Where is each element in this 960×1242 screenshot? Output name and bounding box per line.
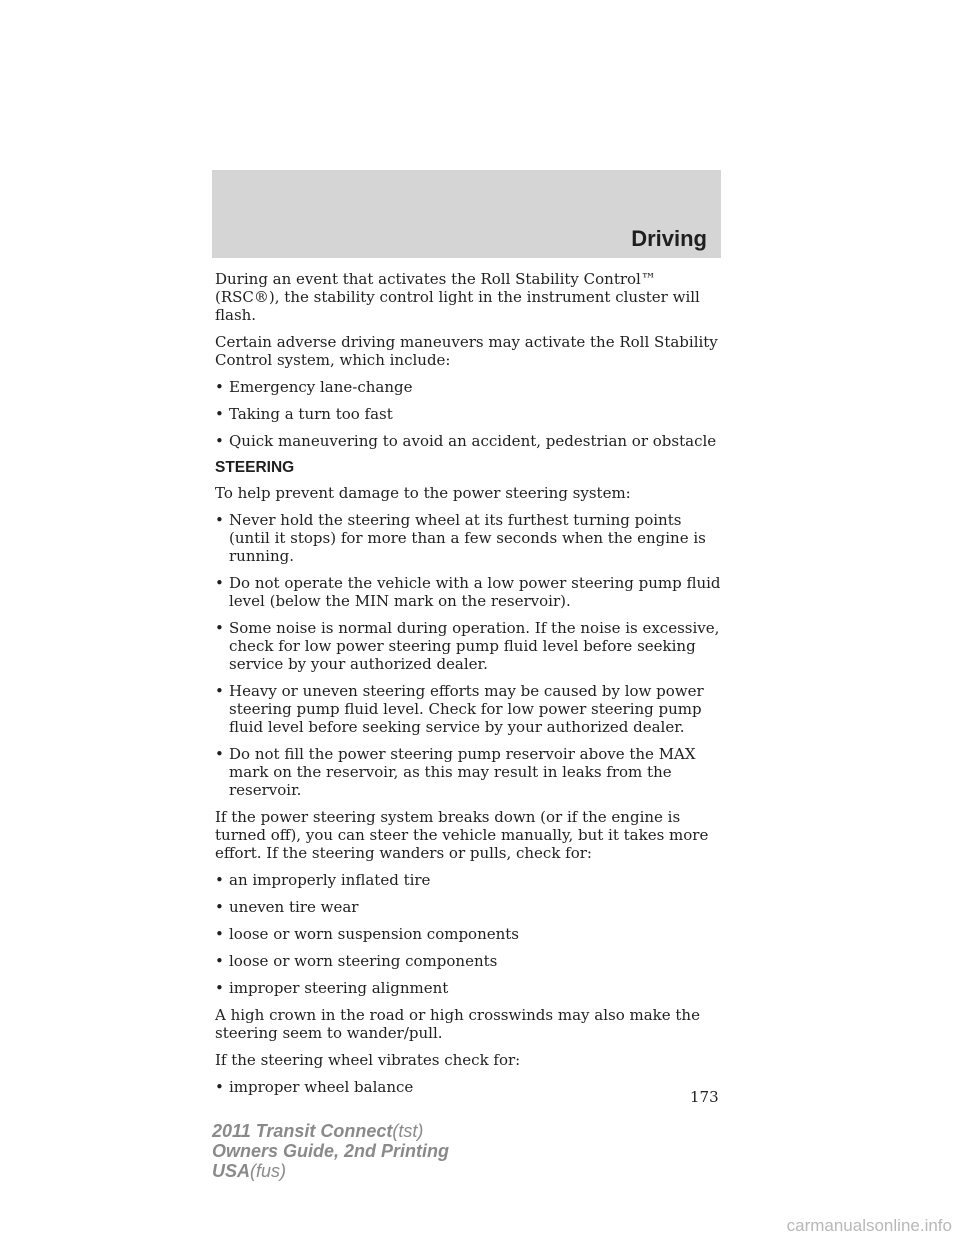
list-item: • improper wheel balance — [215, 1078, 414, 1096]
bullet-icon: • — [215, 871, 224, 889]
footer-market: USA — [212, 1161, 251, 1181]
list-item: • loose or worn steering components — [215, 952, 498, 970]
intro-paragraph: During an event that activates the Roll Stability Control™ (RSC®), the stability control light in the instrument cluster will flash. — [215, 270, 700, 324]
list-item: • Taking a turn too fast — [215, 405, 393, 423]
bullet-icon: • — [215, 682, 224, 700]
list-item: • Do not fill the power steering pump reservoir above the MAX mark on the reservoir, as this may result in leaks from the reservoir. — [215, 745, 696, 799]
steering-intro: To help prevent damage to the power steering system: — [215, 484, 631, 502]
section-header-band — [212, 170, 721, 258]
footer-guide: Owners Guide, 2nd Printing — [212, 1141, 450, 1161]
list-item: • Some noise is normal during operation. If the noise is excessive, check for low power steering pump fluid level before seeking service by your authorized dealer. — [215, 619, 720, 673]
list-item: • Do not operate the vehicle with a low power steering pump fluid level (below the MIN mark on the reservoir). — [215, 574, 721, 610]
bullet-icon: • — [215, 979, 224, 997]
list-item: • Heavy or uneven steering efforts may be caused by low power steering pump fluid level. Check for low power steering pump fluid level before seeking service by your authorized dealer. — [215, 682, 704, 736]
vibrate-paragraph: If the steering wheel vibrates check for: — [215, 1051, 521, 1069]
page-number: 173 — [690, 1088, 719, 1106]
footer-market-code: (fus) — [250, 1161, 287, 1181]
bullet-icon: • — [215, 898, 224, 916]
section-title: Driving — [631, 226, 707, 251]
intro-paragraph-2: Certain adverse driving maneuvers may activate the Roll Stability Control system, which include: — [215, 333, 718, 369]
bullet-icon: • — [215, 432, 224, 450]
list-item: • uneven tire wear — [215, 898, 359, 916]
list-item: • an improperly inflated tire — [215, 871, 431, 889]
bullet-icon: • — [215, 619, 224, 637]
breakdown-paragraph: If the power steering system breaks down (or if the engine is turned off), you can steer the vehicle manually, but it takes more effort. If the steering wanders or pulls, check for: — [215, 808, 709, 862]
steering-heading: STEERING — [215, 459, 295, 476]
bullet-icon: • — [215, 405, 224, 423]
bullet-icon: • — [215, 745, 224, 763]
bullet-icon: • — [215, 511, 224, 529]
list-item: • Never hold the steering wheel at its furthest turning points (until it stops) for more than a few seconds when the engine is running. — [215, 511, 706, 565]
list-item: • loose or worn suspension components — [215, 925, 520, 943]
list-item: • improper steering alignment — [215, 979, 449, 997]
bullet-icon: • — [215, 1078, 224, 1096]
list-item: • Quick maneuvering to avoid an accident, pedestrian or obstacle — [215, 432, 717, 450]
crown-paragraph: A high crown in the road or high crosswinds may also make the steering seem to wander/pull. — [215, 1006, 700, 1042]
footer-model-code: (tst) — [392, 1121, 424, 1141]
bullet-icon: • — [215, 378, 224, 396]
document-footer — [212, 1121, 449, 1181]
bullet-icon: • — [215, 952, 224, 970]
list-item: • Emergency lane-change — [215, 378, 413, 396]
footer-model: 2011 Transit Connect — [212, 1121, 393, 1141]
page-content — [215, 270, 725, 1105]
bullet-icon: • — [215, 574, 224, 592]
bullet-icon: • — [215, 925, 224, 943]
watermark: carmanualsonline.info — [786, 1216, 952, 1235]
